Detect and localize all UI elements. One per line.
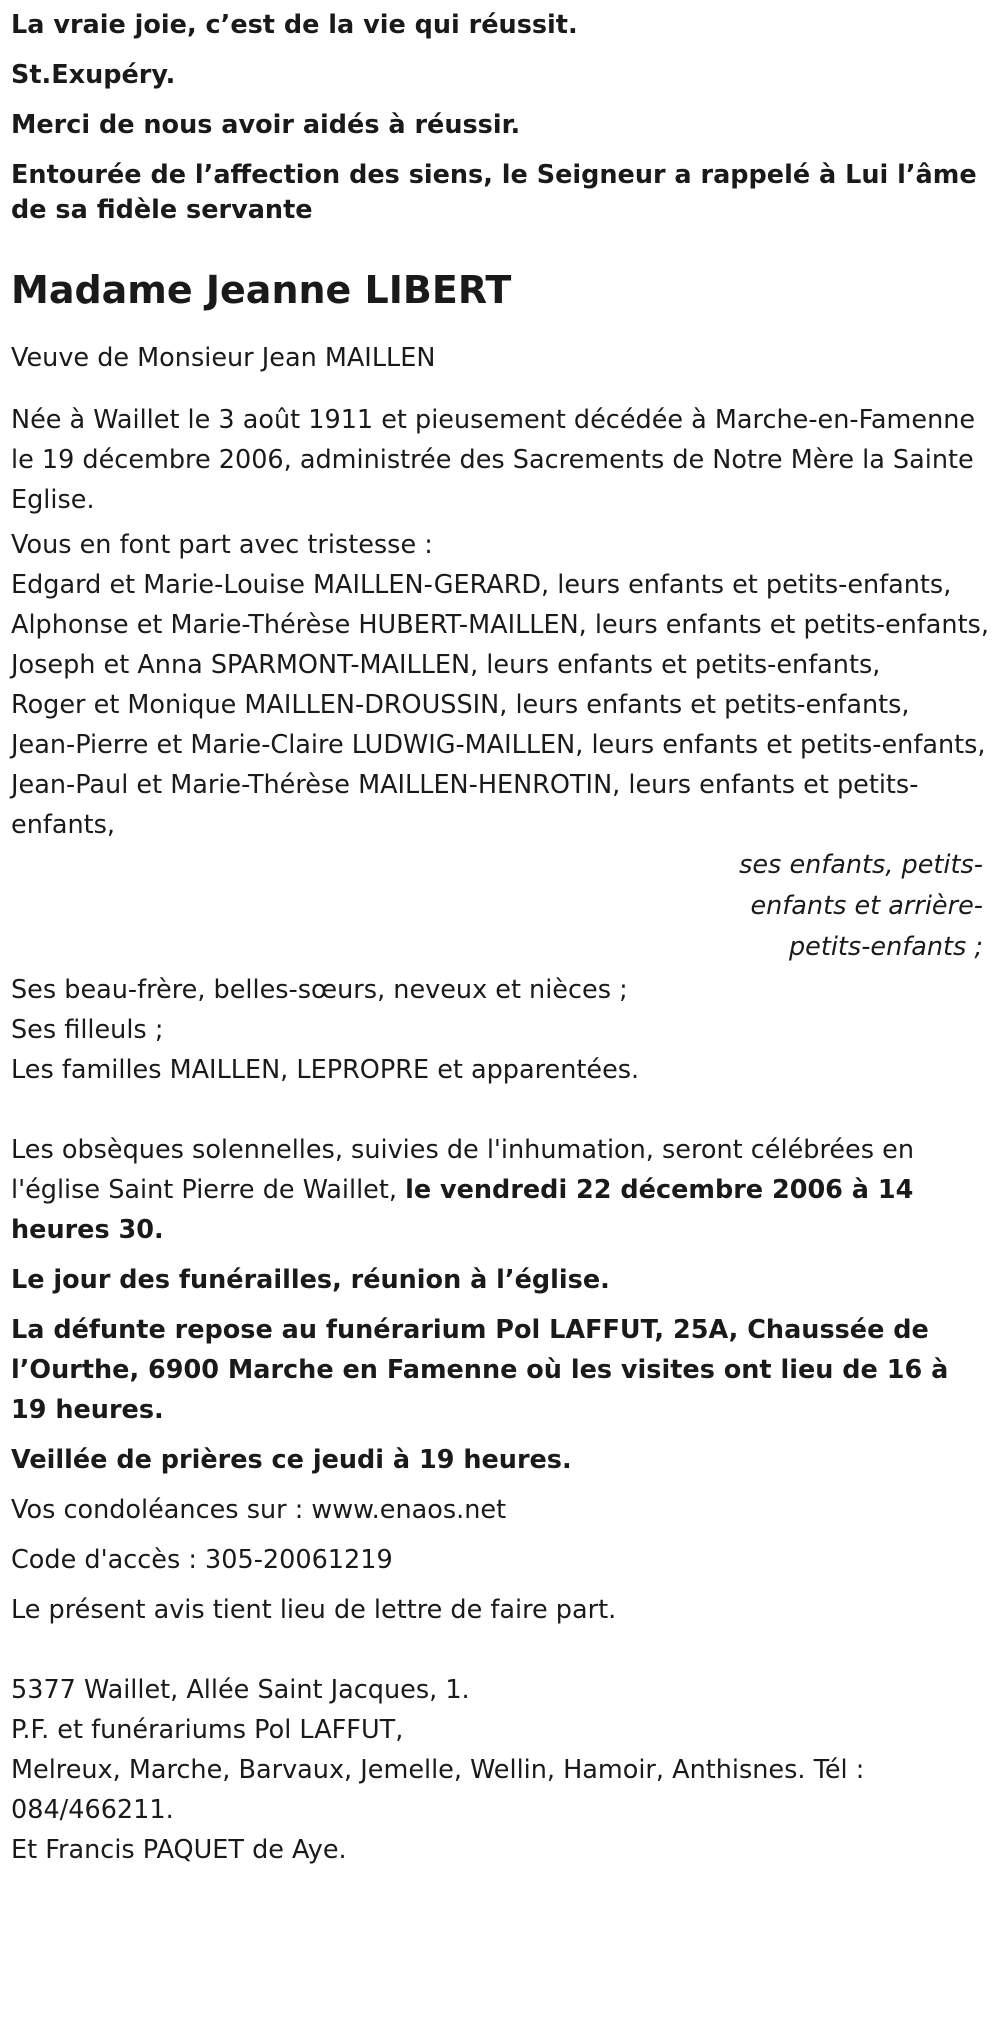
- announcement: Entourée de l’affection des siens, le Seigneur a rappelé à Lui l’âme de sa fidèle servante: [11, 160, 977, 225]
- vigil-info: Veillée de prières ce jeudi à 19 heures.: [11, 1445, 572, 1475]
- funeral-section: [11, 1130, 989, 1630]
- repose-info: La défunte repose au funérarium Pol LAFFUT, 25A, Chaussée de l’Ourthe, 6900 Marche en Famenne où les visites ont lieu de 16 à 19 heures.: [11, 1315, 949, 1425]
- family-other: Ses filleuls ;: [11, 1015, 164, 1045]
- condolences-info: Vos condoléances sur : www.enaos.net: [11, 1495, 507, 1525]
- descendants-summary: [11, 845, 989, 968]
- funeral-home: P.F. et funérariums Pol LAFFUT,: [11, 1715, 404, 1745]
- thanks-line: Merci de nous avoir aidés à réussir.: [11, 110, 521, 140]
- family-couple: Roger et Monique MAILLEN-DROUSSIN, leurs enfants et petits-enfants,: [11, 690, 910, 720]
- notice: Le présent avis tient lieu de lettre de faire part.: [11, 1595, 617, 1625]
- family-intro: Vous en font part avec tristesse :: [11, 530, 433, 560]
- family-other: Les familles MAILLEN, LEPROPRE et apparentées.: [11, 1055, 640, 1085]
- descendants-line: ses enfants, petits-: [739, 850, 983, 880]
- deceased-name: Madame Jeanne LIBERT: [11, 268, 512, 312]
- quote: La vraie joie, c’est de la vie qui réussit.: [11, 10, 578, 40]
- descendants-line: enfants et arrière-: [750, 891, 983, 921]
- access-code: Code d'accès : 305-20061219: [11, 1545, 393, 1575]
- address: 5377 Waillet, Allée Saint Jacques, 1.: [11, 1675, 470, 1705]
- ceremony-text: Les obsèques solennelles, suivies de l'inhumation, seront célébrées en l'église Saint Pierre de Waillet,: [11, 1135, 914, 1205]
- quote-author: St.Exupéry.: [11, 60, 176, 90]
- locations-phone: Melreux, Marche, Barvaux, Jemelle, Wellin, Hamoir, Anthisnes. Tél : 084/466211.: [11, 1755, 865, 1825]
- family-couple: Jean-Pierre et Marie-Claire LUDWIG-MAILLEN, leurs enfants et petits-enfants,: [11, 730, 986, 760]
- contact-section: [11, 1670, 989, 1870]
- descendants-line: petits-enfants ;: [788, 932, 983, 962]
- family-couple: Edgard et Marie-Louise MAILLEN-GERARD, leurs enfants et petits-enfants,: [11, 570, 952, 600]
- ceremony: [11, 1130, 989, 1250]
- widow-of: Veuve de Monsieur Jean MAILLEN: [11, 343, 436, 373]
- extra-contact: Et Francis PAQUET de Aye.: [11, 1835, 347, 1865]
- intro-section: [11, 8, 989, 228]
- family-couple: Alphonse et Marie-Thérèse HUBERT-MAILLEN, leurs enfants et petits-enfants,: [11, 610, 989, 640]
- family-couple: Jean-Paul et Marie-Thérèse MAILLEN-HENROTIN, leurs enfants et petits-enfants,: [11, 770, 919, 840]
- family-couple: Joseph et Anna SPARMONT-MAILLEN, leurs enfants et petits-enfants,: [11, 650, 881, 680]
- birth-death: Née à Waillet le 3 août 1911 et pieusement décédée à Marche-en-Famenne le 19 décembre 2006, administrée des Sacrements de Notre Mère la Sainte Eglise.: [11, 405, 976, 515]
- family-other: Ses beau-frère, belles-sœurs, neveux et nièces ;: [11, 975, 628, 1005]
- meeting-info: Le jour des funérailles, réunion à l’église.: [11, 1265, 610, 1295]
- ceremony-datetime: le vendredi 22 décembre 2006 à 14 heures 30.: [11, 1175, 914, 1245]
- family-section: [11, 525, 989, 1090]
